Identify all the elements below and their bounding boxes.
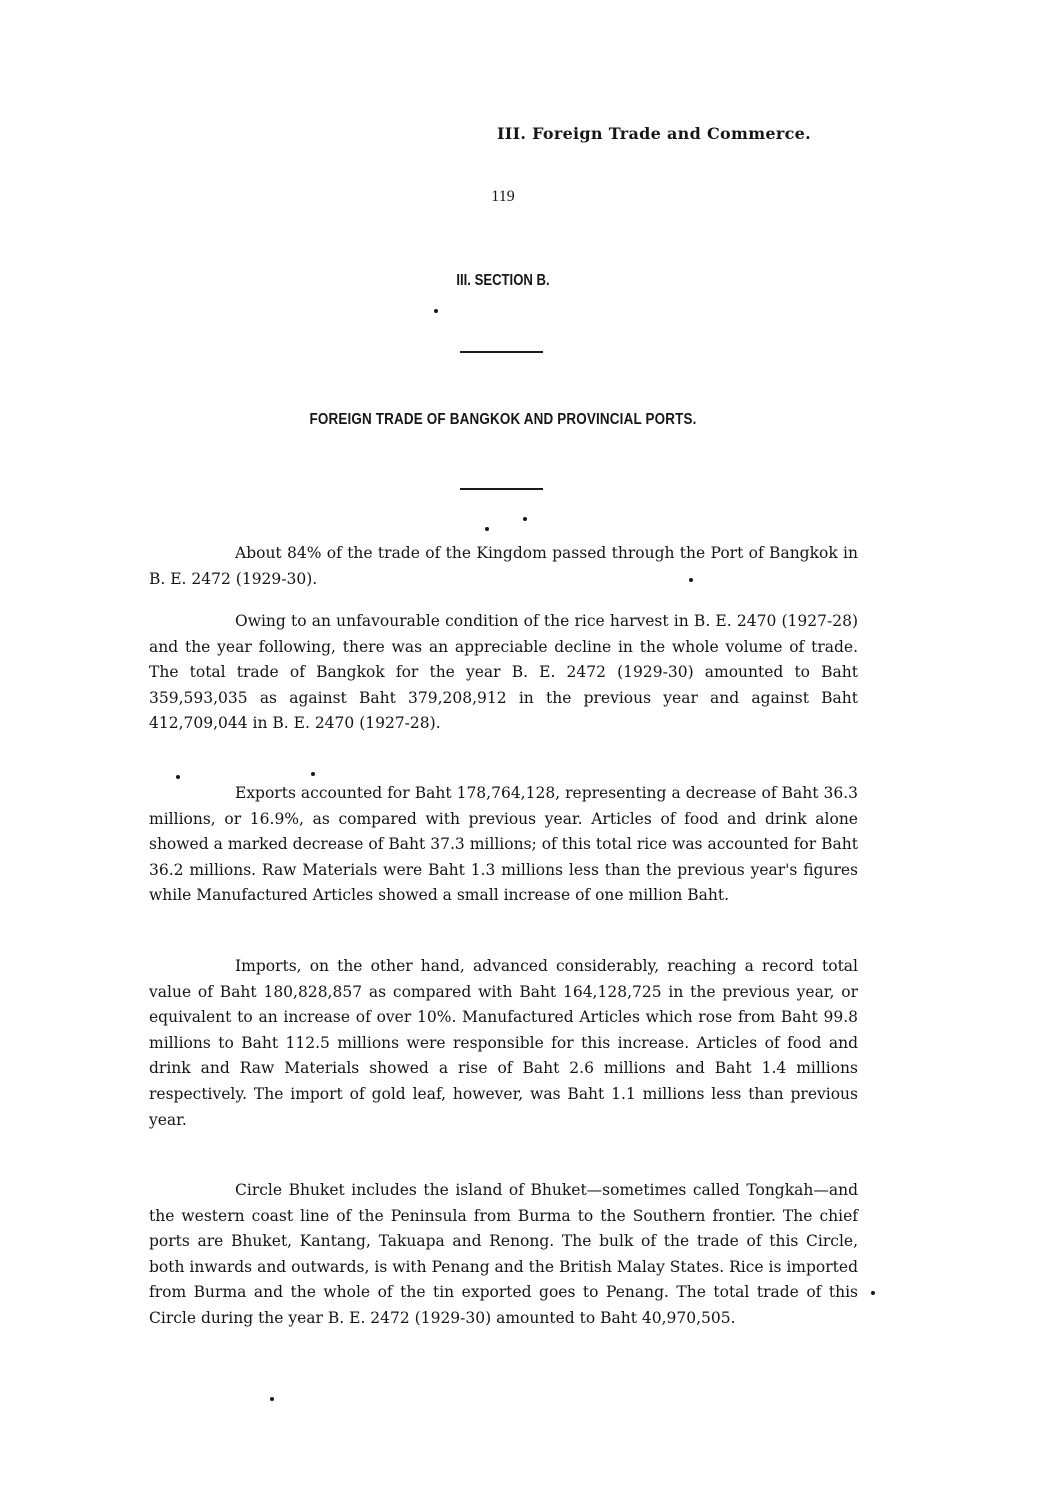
scan-speck: [270, 1397, 274, 1401]
section-heading: III. SECTION B.: [456, 272, 550, 289]
scan-speck: [871, 1291, 875, 1295]
page-number: 119: [491, 188, 515, 205]
paragraph-circle-bhuket: Circle Bhuket includes the island of Bhuket—sometimes called Tongkah—and the western coast line of the Peninsula from Burma to the Southern frontier. The chief ports are Bhuket, Kantang, Takuapa and Renong. The bulk of the trade of this Circle, both inwards and outwards, is with Penang and the British Malay States. Rice is imported from Burma and the whole of the tin exported goes to Penang. The total trade of this Circle during the year B. E. 2472 (1929-30) amounted to Baht 40,970,505.: [149, 1181, 858, 1327]
document-title: FOREIGN TRADE OF BANGKOK AND PROVINCIAL PORTS.: [309, 411, 697, 428]
divider-rule-bottom: [460, 488, 543, 490]
scan-speck: [176, 775, 180, 779]
scan-speck: [485, 527, 489, 531]
paragraph-imports: Imports, on the other hand, advanced considerably, reaching a record total value of Baht 180,828,857 as compared with Baht 164,128,725 in the previous year, or equivalent to an increase of over 10%. Manufactured Articles which rose from Baht 99.8 millions to Baht 112.5 millions were responsible for this increase. Articles of food and drink and Raw Materials showed a rise of Baht 2.6 millions and Baht 1.4 millions respectively. The import of gold leaf, however, was Baht 1.1 millions less than previous year.: [149, 957, 858, 1129]
scan-speck: [434, 309, 438, 313]
scan-speck: [523, 517, 527, 521]
running-head: III. Foreign Trade and Commerce.: [497, 124, 812, 143]
paragraph-total-trade: Owing to an unfavourable condition of the rice harvest in B. E. 2470 (1927-28) and the year following, there was an appreciable decline in the whole volume of trade. The total trade of Bangkok for the year B. E. 2472 (1929-30) amounted to Baht 359,593,035 as against Baht 379,208,912 in the previous year and against Baht 412,709,044 in B. E. 2470 (1927-28).: [149, 612, 858, 733]
scan-speck: [311, 772, 315, 776]
paragraph-exports: Exports accounted for Baht 178,764,128, representing a decrease of Baht 36.3 millions, or 16.9%, as compared with previous year. Articles of food and drink alone showed a marked decrease of Baht 37.3 millions; of this total rice was accounted for Baht 36.2 millions. Raw Materials were Baht 1.3 millions less than the previous year's figures while Manufactured Articles showed a small increase of one million Baht.: [149, 784, 858, 905]
divider-rule-top: [460, 351, 543, 353]
paragraph-bangkok-share: About 84% of the trade of the Kingdom passed through the Port of Bangkok in B. E. 2472 (1929-30).: [149, 544, 858, 588]
